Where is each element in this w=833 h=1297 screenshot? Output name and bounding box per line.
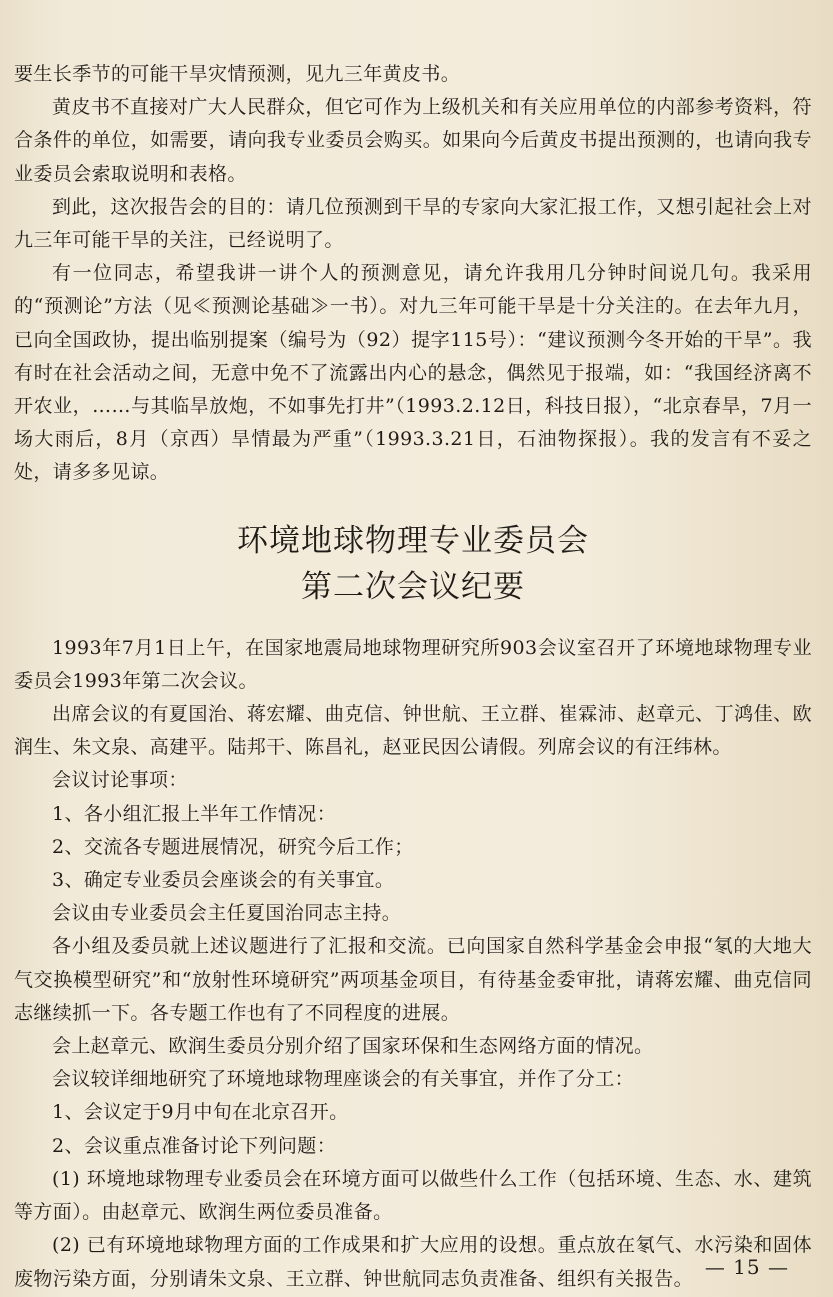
section-heading bbox=[14, 518, 812, 610]
page-content bbox=[14, 58, 812, 1296]
paragraph: 会议讨论事项： bbox=[52, 769, 188, 792]
heading-line-1: 环境地球物理专业委员会 bbox=[237, 522, 589, 559]
paragraph: (2) 已有环境地球物理方面的工作成果和扩大应用的设想。重点放在氡气、水污染和固体废物污染方面，分别请朱文泉、王立群、钟世航同志负责准备、组织有关报告。 bbox=[14, 1234, 812, 1290]
paragraph: 到此，这次报告会的目的：请几位预测到干旱的专家向大家汇报工作，又想引起社会上对九三年可能干旱的关注，已经说明了。 bbox=[14, 195, 812, 252]
page-number: — 15 — bbox=[704, 1255, 789, 1279]
paragraph: 3、确定专业委员会座谈会的有关事宜。 bbox=[52, 869, 395, 892]
paragraph: 要生长季节的可能干旱灾情预测，见九三年黄皮书。 bbox=[14, 63, 461, 85]
paragraph: 1、会议定于9月中旬在北京召开。 bbox=[52, 1101, 349, 1124]
paragraph: 1、各小组汇报上半年工作情况： bbox=[52, 802, 337, 825]
paragraph: 黄皮书不直接对广大人民群众，但它可作为上级机关和有关应用单位的内部参考资料，符合条件的单位，如需要，请向我专业委员会购买。如果向今后黄皮书提出预测的，也请向我专业委员会索取说明和表格。 bbox=[14, 96, 812, 185]
paragraph: 2、交流各专题进展情况，研究今后工作； bbox=[52, 835, 414, 858]
paragraph: 1993年7月1日上午，在国家地震局地球物理研究所903会议室召开了环境地球物理专业委员会1993年第二次会议。 bbox=[14, 636, 812, 692]
heading-line-2: 第二次会议纪要 bbox=[301, 568, 525, 605]
paragraph: 有一位同志，希望我讲一讲个人的预测意见，请允许我用几分钟时间说几句。我采用的“预测论”方法（见≪预测论基础≫一书）。对九三年可能干旱是十分关注的。在去年九月，已向全国政协，提出临别提案（编号为（92）提字115号）：“建议预测今冬开始的干旱”。我有时在社会活动之间，无意中免不了流露出内心的悬念，偶然见于报端，如：“我国经济离不开农业，……与其临旱放炮，不如事先打井”（1993.2.12日，科技日报），“北京春旱，7月一场大雨后，8月（京西）旱情最为严重”（1993.3.21日，石油物探报）。我的发言有不妥之处，请多多见谅。 bbox=[14, 262, 812, 484]
paragraph: 2、会议重点准备讨论下列问题： bbox=[52, 1134, 337, 1157]
paragraph: 会议较详细地研究了环境地球物理座谈会的有关事宜，并作了分工： bbox=[52, 1068, 635, 1091]
paragraph: 出席会议的有夏国治、蒋宏耀、曲克信、钟世航、王立群、崔霖沛、赵章元、丁鸿佳、欧润生、朱文泉、高建平。陆邦干、陈昌礼，赵亚民因公请假。列席会议的有汪纬林。 bbox=[14, 703, 812, 759]
minutes-section bbox=[14, 632, 812, 1296]
paragraph: 会议由专业委员会主任夏国治同志主持。 bbox=[52, 902, 402, 925]
intro-section bbox=[14, 58, 812, 490]
paragraph: 会上赵章元、欧润生委员分别介绍了国家环保和生态网络方面的情况。 bbox=[52, 1035, 654, 1058]
paragraph: 各小组及委员就上述议题进行了汇报和交流。已向国家自然科学基金会申报“氡的大地大气交换模型研究”和“放射性环境研究”两项基金项目，有待基金委审批，请蒋宏耀、曲克信同志继续抓一下。各专题工作也有了不同程度的进展。 bbox=[14, 935, 812, 1024]
paragraph: (1) 环境地球物理专业委员会在环境方面可以做些什么工作（包括环境、生态、水、建筑等方面）。由赵章元、欧润生两位委员准备。 bbox=[14, 1167, 812, 1224]
